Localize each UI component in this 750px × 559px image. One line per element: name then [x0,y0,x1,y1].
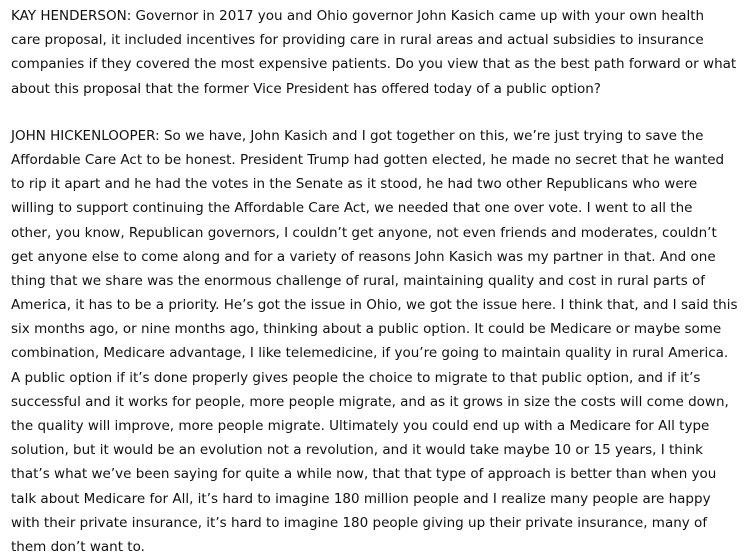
text-line: with their private insurance, it’s hard to imagine 180 people giving up their private insurance, many of [11,514,708,531]
text-line: about this proposal that the former Vice President has offered today of a public option? [11,80,601,97]
text-line: JOHN HICKENLOOPER: So we have, John Kasich and I got together on this, we’re just trying to save the [11,127,704,144]
text-line: solution, but it would be an evolution not a revolution, and it would take maybe 10 or 15 years, I think [11,442,703,459]
hickenlooper-answer-paragraph [11,124,740,559]
text-line: that’s what we’ve been saying for quite a while now, that that type of approach is better than when you [11,466,717,483]
text-line: six months ago, or nine months ago, thinking about a public option. It could be Medicare or maybe some [11,321,722,338]
text-line: Affordable Care Act to be honest. President Trump had gotten elected, he made no secret that he wanted [11,151,725,168]
text-line: successful and it works for people, more people migrate, and as it grows in size the costs will come down, [11,393,729,410]
text-line: KAY HENDERSON: Governor in 2017 you and Ohio governor John Kasich came up with your own health [11,8,705,24]
text-line: get anyone else to come along and for a variety of reasons John Kasich was my partner in that. And one [11,248,716,265]
text-line: companies if they covered the most expensive patients. Do you view that as the best path forward or what [11,56,737,73]
text-line: America, it has to be a priority. He’s got the issue in Ohio, we got the issue here. I think that, and I said this [11,297,738,314]
text-line: care proposal, it included incentives for providing care in rural areas and actual subsidies to insurance [11,32,704,49]
text-line: A public option if it’s done properly gives people the choice to migrate to that public option, and if it’s [11,369,701,386]
text-line: them don’t want to. [11,538,145,555]
text-line: combination, Medicare advantage, I like telemedicine, if you’re going to maintain quality in rural America. [11,345,729,362]
text-line: the quality will improve, more people migrate. Ultimately you could end up with a Medicare for All type [11,418,710,434]
text-line: thing that we share was the enormous challenge of rural, maintaining quality and cost in rural parts of [11,272,706,289]
paragraph-spacer [11,101,740,124]
text-line: to rip it apart and he had the votes in the Senate as it stood, he had two other Republicans who were [11,176,698,193]
text-line: willing to support continuing the Affordable Care Act, we needed that one over vote. I went to all the [11,200,693,217]
text-line: talk about Medicare for All, it’s hard to imagine 180 million people and I realize many people are happy [11,490,711,507]
henderson-question-paragraph [11,4,740,101]
text-line: other, you know, Republican governors, I couldn’t get anyone, not even friends and moderates, couldn’t [11,224,717,241]
